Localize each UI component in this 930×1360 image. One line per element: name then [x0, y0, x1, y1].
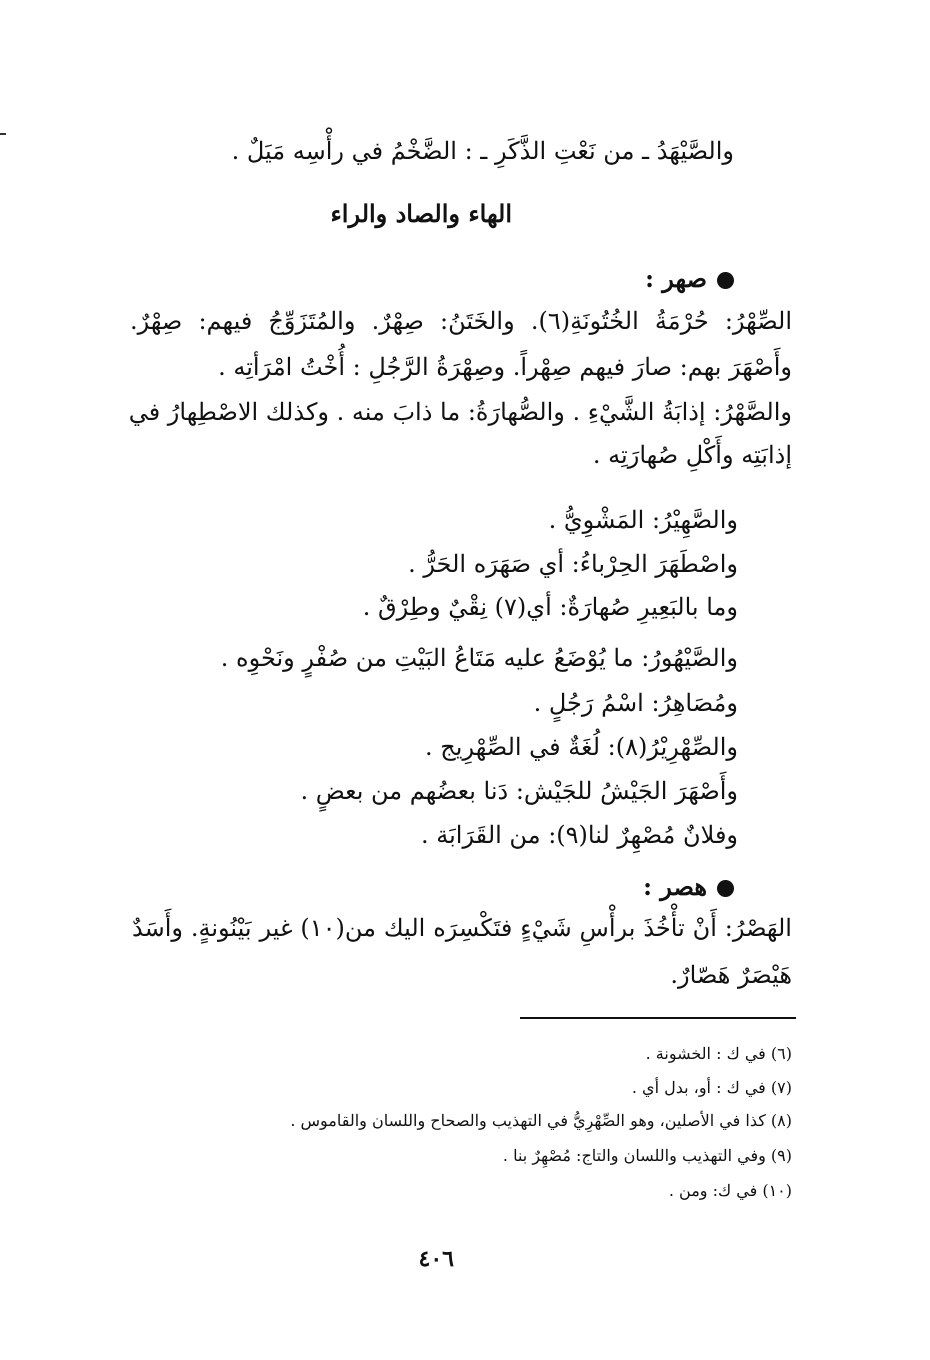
page-number: ٤٠٦ — [418, 1246, 454, 1272]
text-line-15: هَيْصَرٌ هَصّارٌ. — [670, 961, 792, 989]
footnote-8: (٨) كذا في الأصلين، وهو الصِّهْرِيُّ في التهذيب والصحاح واللسان والقاموس . — [290, 1111, 792, 1130]
text-line-7: واصْطَهَرَ الحِرْباءُ: أي صَهَرَه الحَرُّ . — [408, 550, 738, 578]
text-line-1: والصَّيْهَدُ ـ من نَعْتِ الذَّكَرِ ـ : الضَّخْمُ في رأْسِه مَيَلٌ . — [231, 137, 734, 165]
entry-heading-hasr — [643, 872, 734, 902]
text-line-11: والصِّهْرِيْرُ(٨): لُغَةٌ في الصِّهْرِيج . — [425, 733, 738, 761]
text-line-3: وأَصْهَرَ بهم: صارَ فيهم صِهْراً. وصِهْرَةُ الرَّجُلِ : أُخْتُ امْرَأتِه . — [218, 353, 792, 381]
text-line-4: والصَّهْرُ: إذابَةُ الشَّيْءِ . والصُّهارَةُ: ما ذابَ منه . وكذلك الاصْطِهارُ في — [128, 398, 792, 426]
entry-heading-label: صهر : — [645, 264, 707, 293]
margin-mark — [0, 133, 6, 135]
text-line-10: ومُصَاهِرُ: اسْمُ رَجُلٍ . — [533, 689, 738, 717]
entry-heading-label: هصر : — [643, 872, 707, 901]
text-line-14: الهَصْرُ: أَنْ تأْخُذَ برأْسِ شَيْءٍ فتَكْسِرَه اليك من(١٠) غير بَيْنُونةٍ. وأَسَدٌ — [132, 914, 792, 942]
text-line-2: الصِّهْرُ: حُرْمَةُ الخُتُونَةِ(٦). والخَتَنُ: صِهْرٌ. والمُتَزَوِّجُ فيهم: صِهْرٌ. — [130, 307, 793, 335]
footnote-divider — [520, 1017, 796, 1019]
section-heading: الهاء والصاد والراء — [330, 199, 512, 228]
footnote-9: (٩) وفي التهذيب واللسان والتاج: مُصْهِرٌ بنا . — [502, 1146, 792, 1165]
entry-heading-sahr — [645, 264, 734, 294]
text-line-6: والصَّهِيْرُ: المَشْوِيُّ . — [548, 506, 738, 534]
bullet-icon — [717, 272, 734, 289]
text-line-12: وأَصْهَرَ الجَيْشُ للجَيْش: دَنا بعضُهم من بعضٍ . — [300, 777, 738, 805]
footnote-7: (٧) في ك : أو، بدل أي . — [631, 1078, 792, 1097]
text-line-13: وفلانٌ مُصْهِرٌ لنا(٩): من القَرَابَة . — [420, 821, 738, 849]
footnote-10: (١٠) في ك: ومن . — [668, 1181, 792, 1200]
text-line-5: إذابَتِه وأَكْلِ صُهارَتِه . — [592, 441, 792, 469]
text-line-8: وما بالبَعِيرِ صُهارَةٌ: أي(٧) نِقْيٌ وطِرْقٌ . — [362, 593, 738, 621]
footnote-6: (٦) في ك : الخشونة . — [645, 1044, 792, 1063]
text-line-9: والصَّيْهُورُ: ما يُوْضَعُ عليه مَتَاعُ البَيْتِ من صُفْرٍ ونَحْوِه . — [220, 644, 738, 672]
bullet-icon — [717, 880, 734, 897]
